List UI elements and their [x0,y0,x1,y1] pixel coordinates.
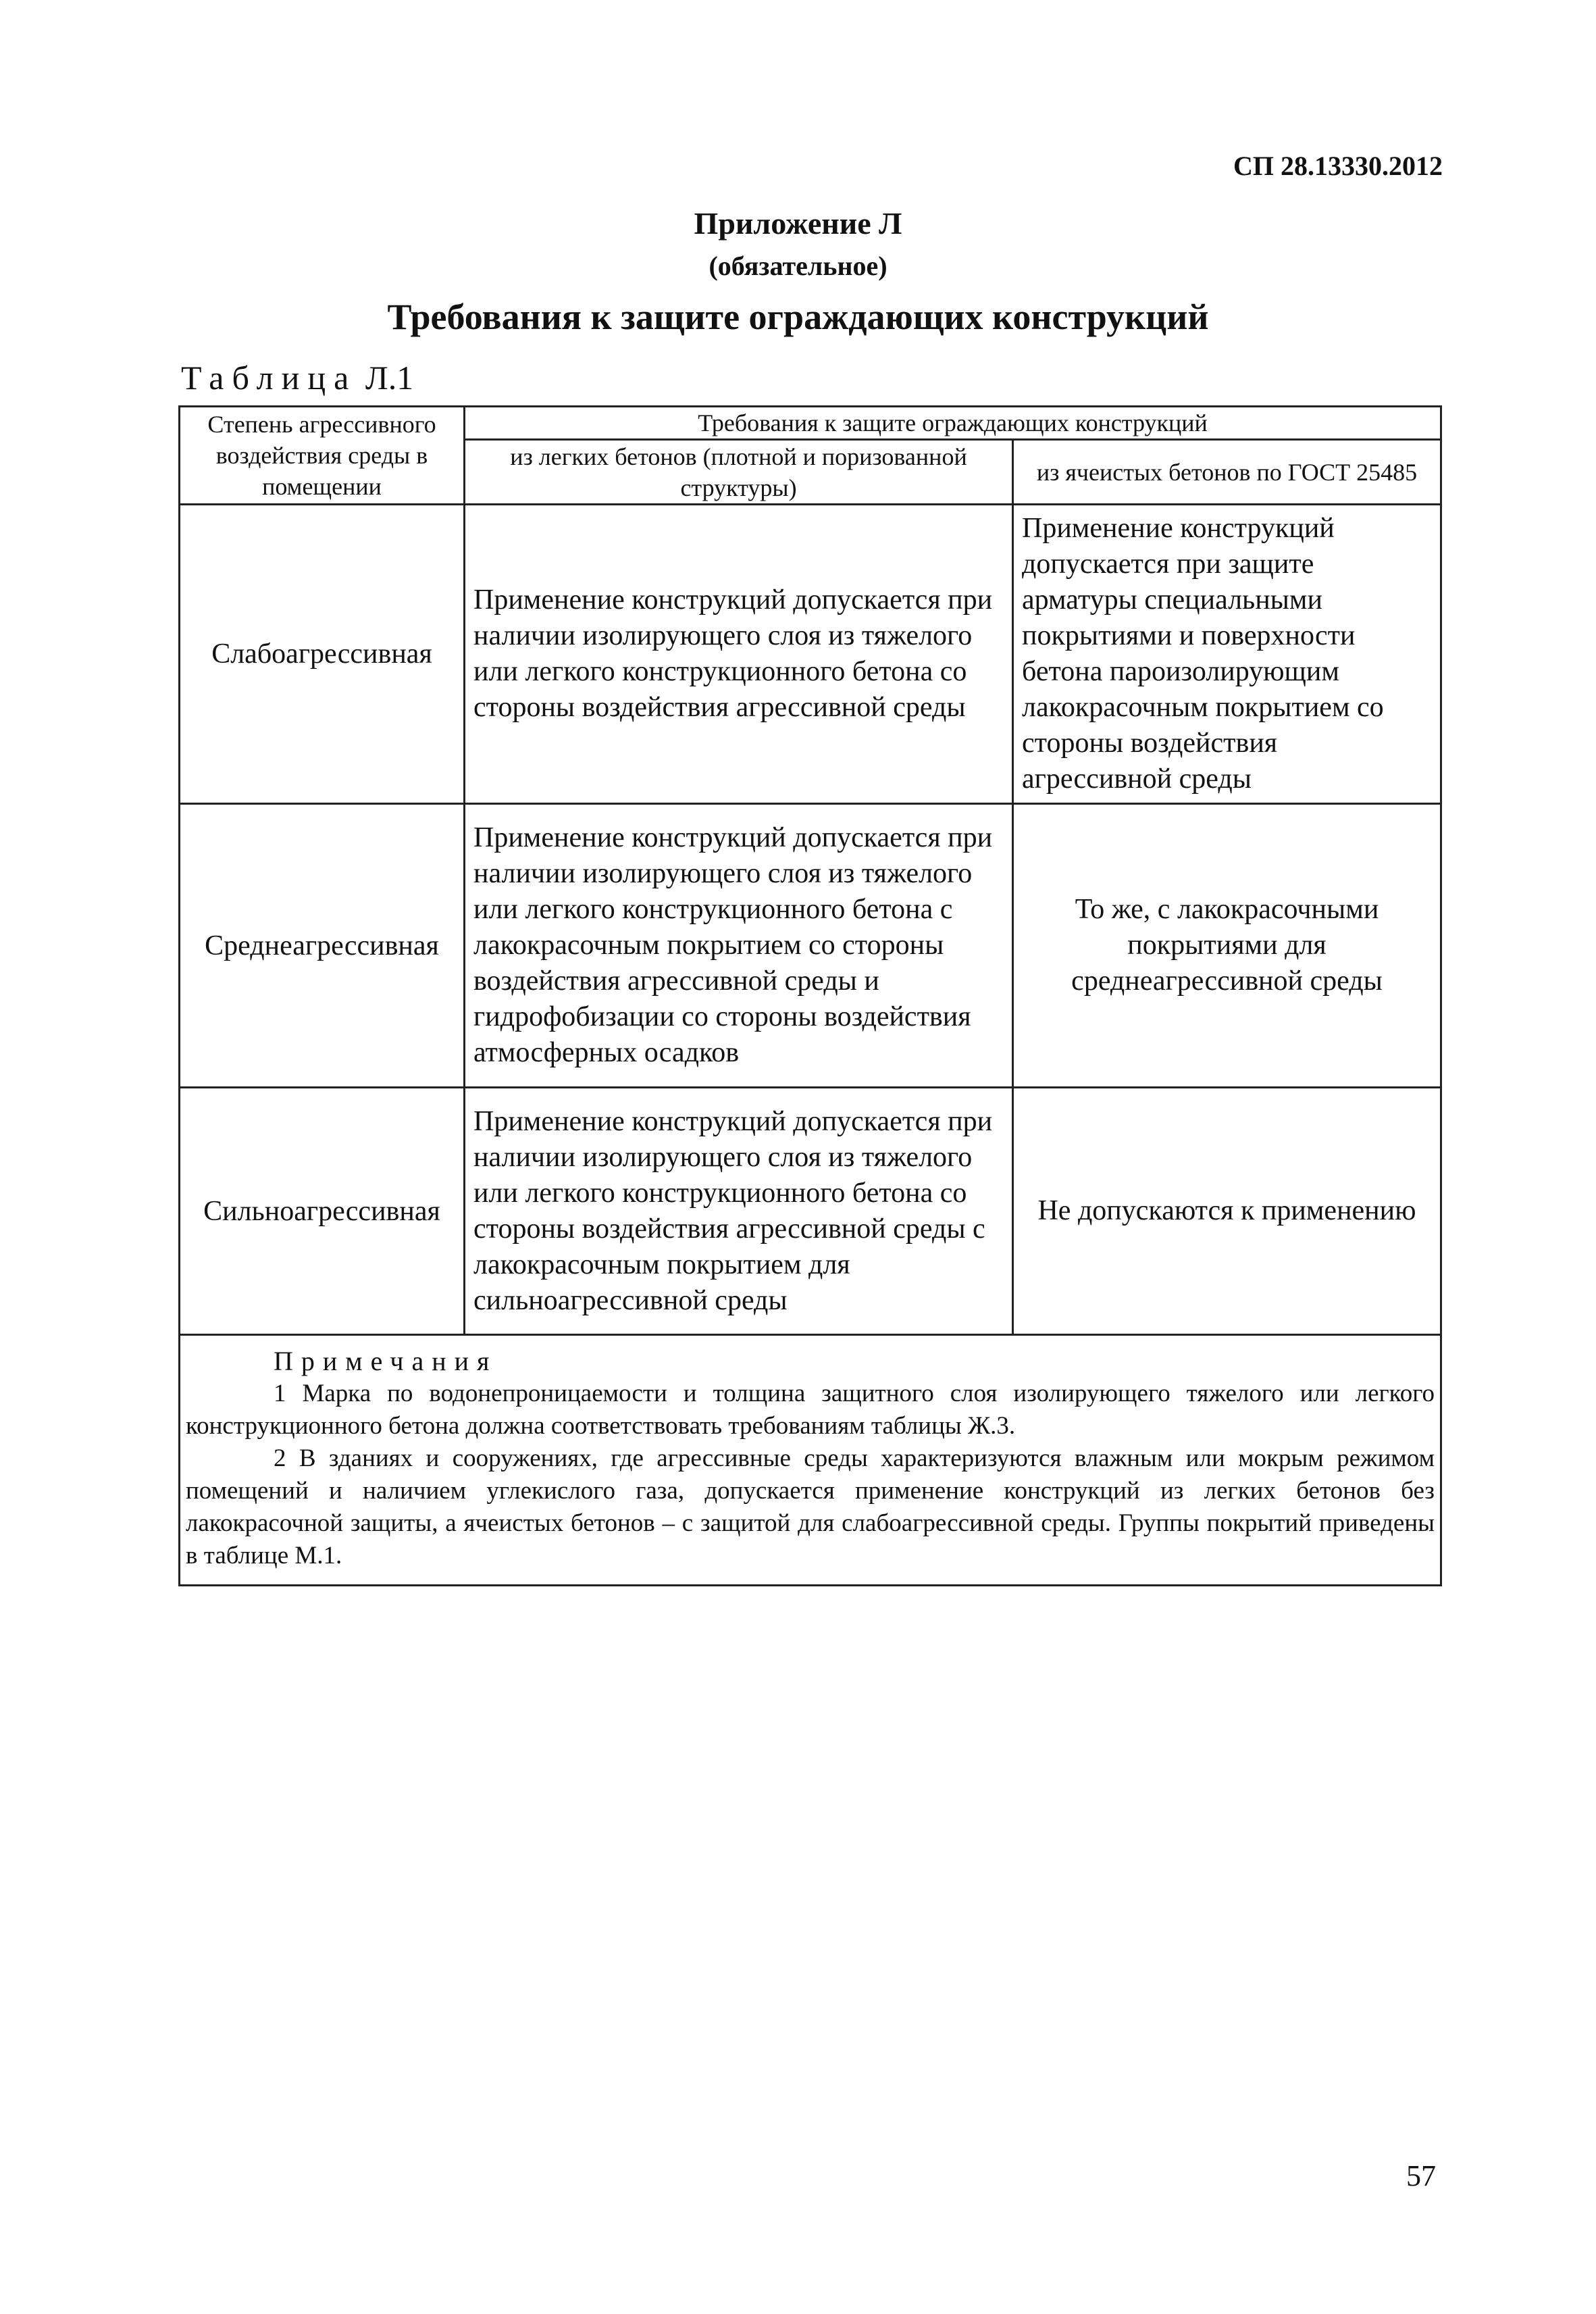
table-row [180,804,1441,1088]
degree-cell: Среднеагрессивная [180,804,465,1088]
light-concrete-cell: Применение конструкций допускается при наличии изолирующего слоя из тяжелого или легкого конструкционного бетона со стороны воздействия агрессивной среды с лакокрасочным покрытием для сильноагрессивной среды [465,1088,1013,1335]
degree-cell: Слабоагрессивная [180,505,465,804]
cellular-concrete-cell: То же, с лакокрасочными покрытиями для среднеагрессивной среды [1013,804,1441,1088]
table-caption-word: Таблица [181,359,357,397]
note-item: 1 Марка по водонепроницаемости и толщина защитного слоя изолирующего тяжелого или легкого конструкционного бетона должна соответствовать требованиям таблицы Ж.3. [186,1380,1435,1440]
document-code: СП 28.13330.2012 [1233,151,1443,181]
cellular-concrete-cell: Не допускаются к применению [1013,1088,1441,1335]
notes-row [180,1335,1441,1586]
light-concrete-cell: Применение конструкций допускается при наличии изолирующего слоя из тяжелого или легкого конструкционного бетона с лакокрасочным покрытием со стороны воздействия агрессивной среды и гидрофобизации со стороны воздействия атмосферных осадков [465,804,1013,1088]
page-number: 57 [1406,2159,1436,2192]
header-light-concrete: из легких бетонов (плотной и поризованной структуры) [465,440,1013,505]
notes-title: Примечания [274,1346,498,1376]
degree-cell: Сильноагрессивная [180,1088,465,1335]
header-cellular-concrete: из ячеистых бетонов по ГОСТ 25485 [1013,440,1441,505]
note-item: 2 В зданиях и сооружениях, где агрессивные среды характеризуются влажным или мокрым режимом помещений и наличием углекислого газа, допускается применение конструкций из легких бетонов без лакокрасочной защиты, а ячеистых бетонов – с защитой для слабоагрессивной среды. Группы покрытий приведены в таблице М.1. [186,1444,1435,1569]
requirements-table [178,405,1442,1586]
header-degree: Степень агрессивного воздействия среды в помещении [180,407,465,505]
table-row [180,505,1441,804]
cellular-concrete-cell: Применение конструкций допускается при защите арматуры специальными покрытиями и поверхности бетона пароизолирующим лакокрасочным покрытием со стороны воздействия агрессивной среды [1013,505,1441,804]
light-concrete-cell: Применение конструкций допускается при наличии изолирующего слоя из тяжелого или легкого конструкционного бетона со стороны воздействия агрессивной среды [465,505,1013,804]
table-row [180,1088,1441,1335]
header-requirements-group: Требования к защите ограждающих конструкций [465,407,1441,440]
main-heading: Требования к защите ограждающих конструкций [387,297,1209,337]
appendix-status: (обязательное) [709,251,887,281]
appendix-title: Приложение Л [694,206,902,241]
table-caption-number: Л.1 [365,359,414,397]
notes-cell [180,1335,1441,1586]
table-caption [181,358,413,397]
